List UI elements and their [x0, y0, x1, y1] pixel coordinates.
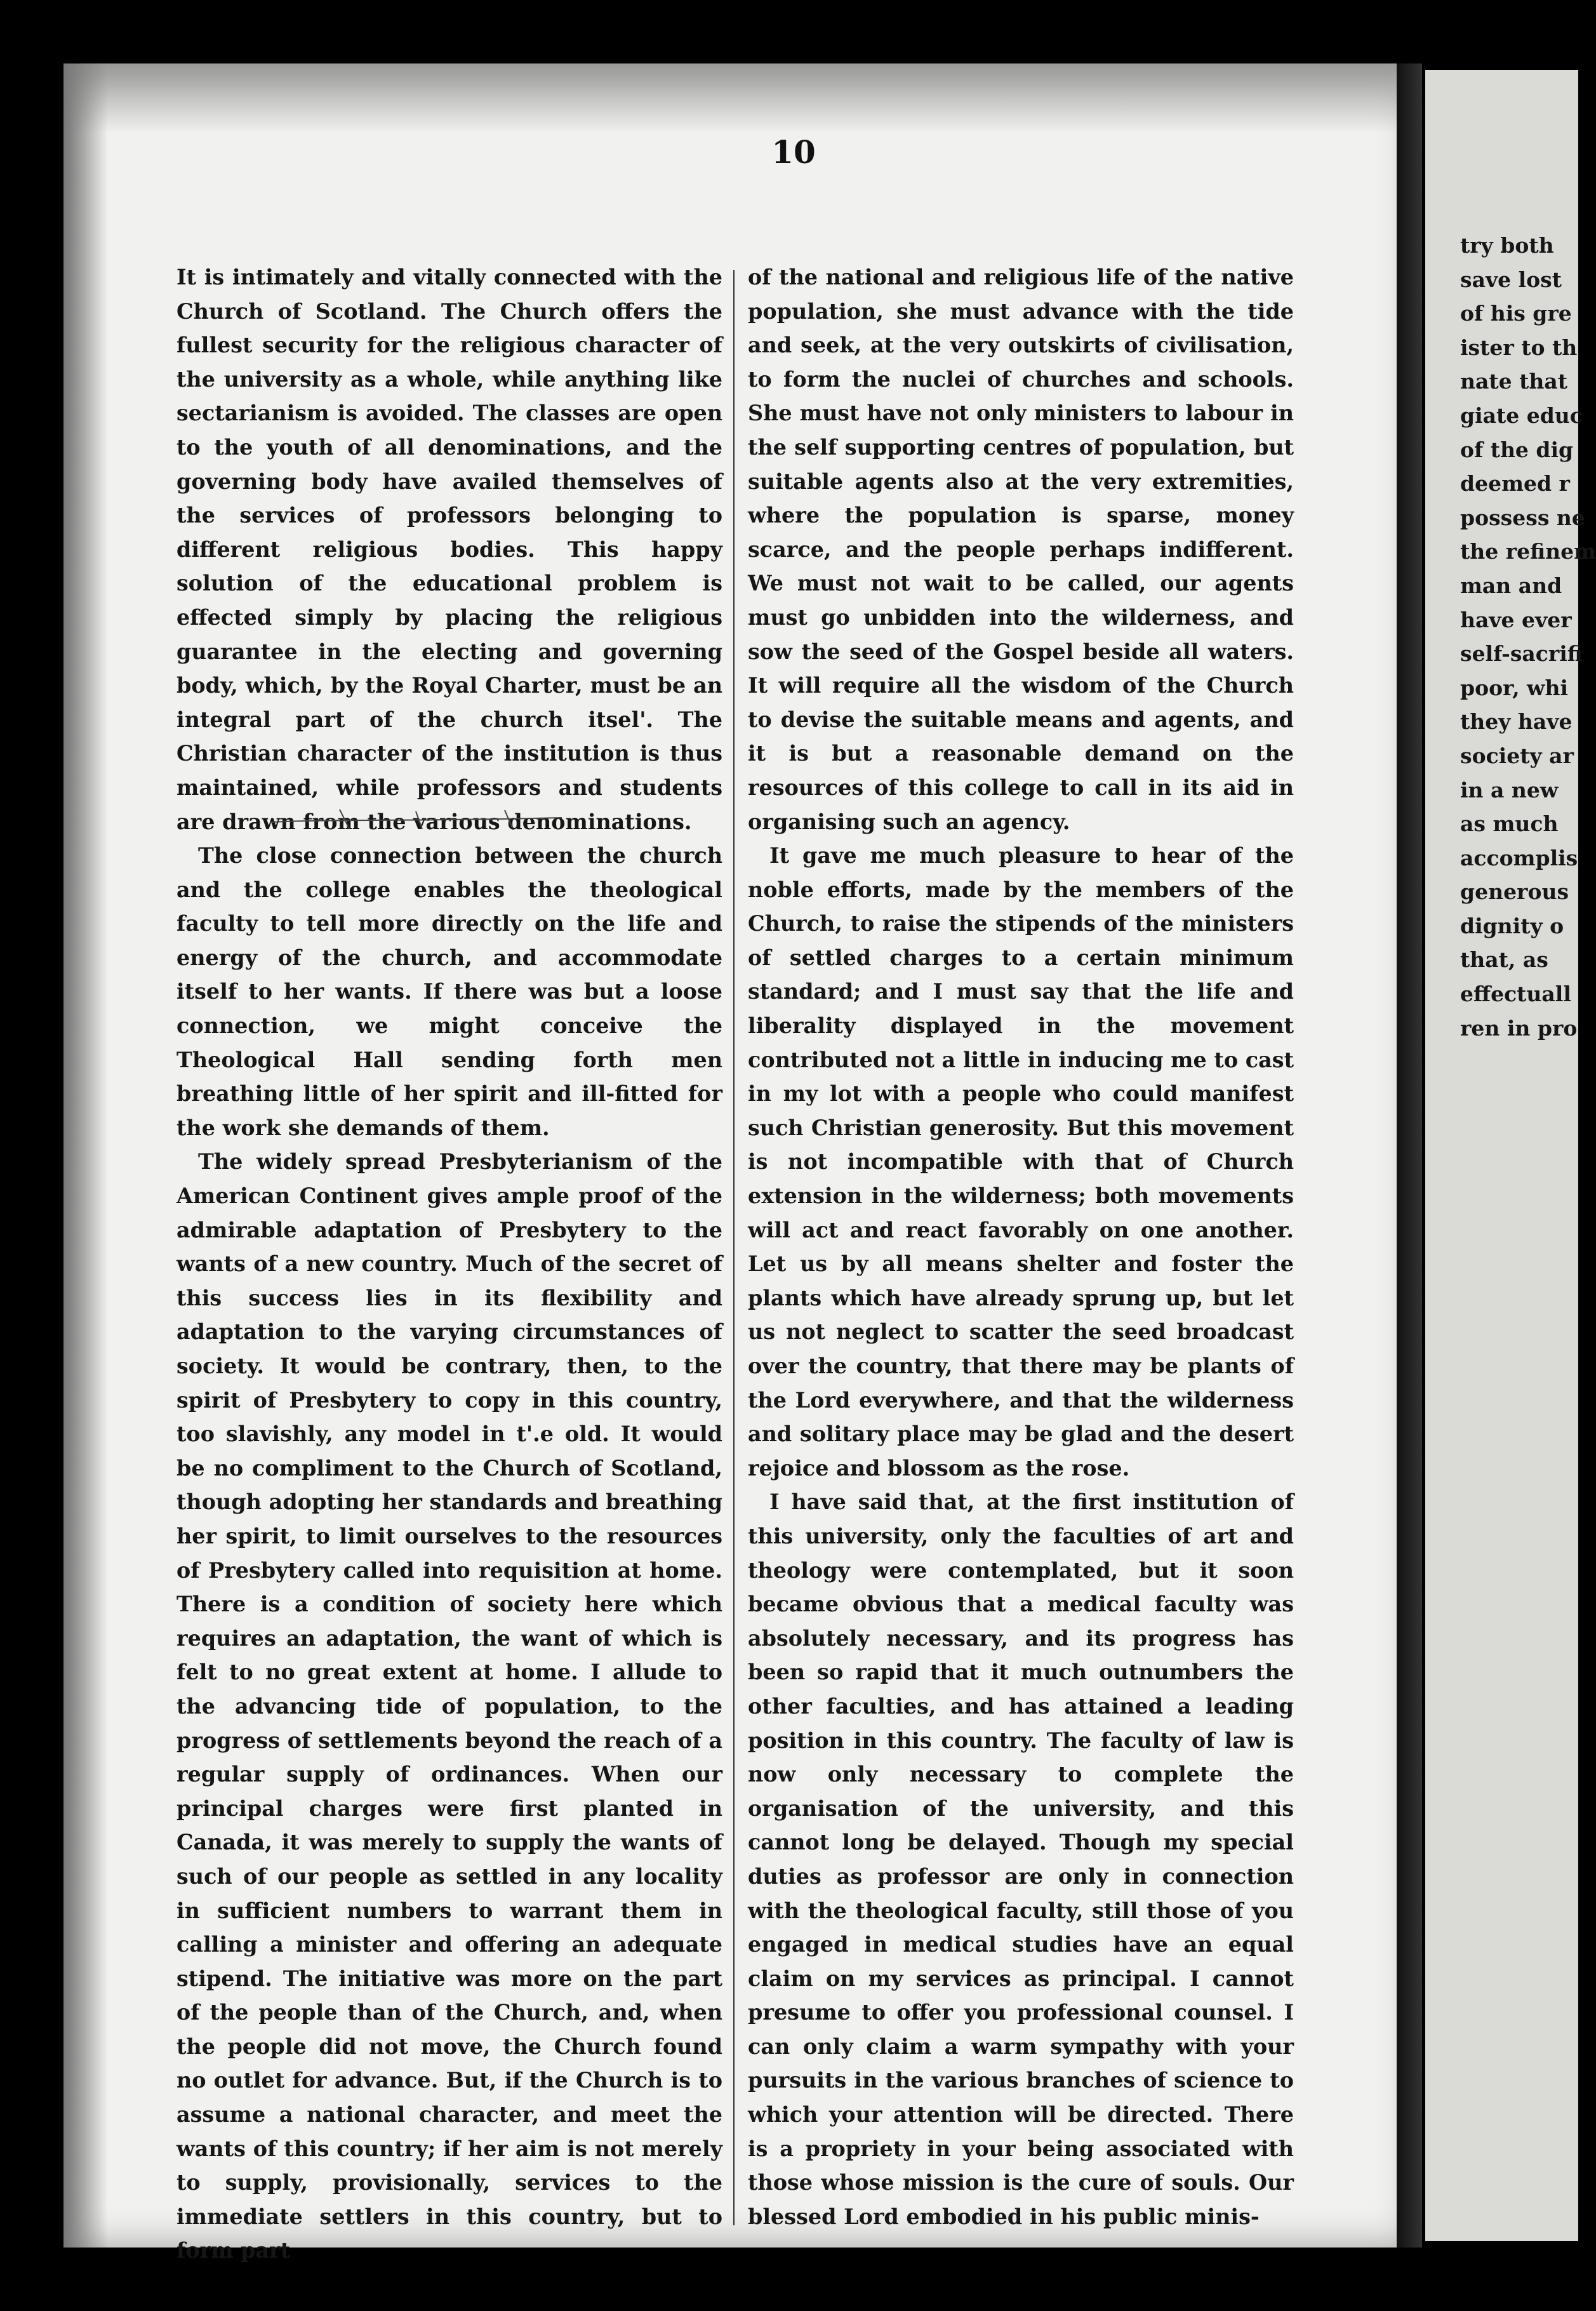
left-text-column	[176, 260, 722, 2263]
adjacent-line: try both	[1460, 233, 1554, 258]
paragraph: I have said that, at the first institution of this university, only the faculties of art and theology were contemplated, but it soon became obvious that a medical faculty was absolutely necessary, and its progress has been so rapid that it much outnumbers the other faculties, and has attained a leading position in this country. The faculty of law is now only necessary to complete the organisation of the university, and this cannot long be delayed. Though my special duties as professor are only in connection with the theological faculty, still those of you engaged in medical studies have an equal claim on my services as principal. I cannot presume to offer you professional counsel. I can only claim a warm sympathy with your pursuits in the various branches of science to which your attention will be directed. There is a propriety in your being associated with those whose mission is the cure of souls. Our blessed Lord embodied in his public minis-	[748, 1489, 1294, 2229]
right-text-column	[748, 260, 1294, 2229]
adjacent-line: society ar	[1460, 743, 1574, 768]
adjacent-line: nate that	[1460, 369, 1567, 394]
adjacent-line: giate educ	[1460, 403, 1583, 428]
adjacent-line: deemed r	[1460, 471, 1570, 496]
adjacent-line: save lost	[1460, 267, 1562, 292]
page-gutter	[1397, 63, 1422, 2248]
adjacent-line: poor, whi	[1460, 675, 1568, 700]
adjacent-line: dignity o	[1460, 913, 1564, 938]
page-number: 10	[771, 133, 816, 171]
adjacent-line: effectuall	[1460, 982, 1571, 1007]
adjacent-line: man and	[1460, 573, 1562, 598]
adjacent-line: of the dig	[1460, 437, 1574, 462]
adjacent-line: that, as	[1460, 947, 1548, 973]
column-divider	[733, 270, 735, 2225]
handwritten-pencil-marks	[263, 806, 568, 832]
page-top-shadow	[63, 63, 1416, 133]
adjacent-line: possess ne	[1460, 505, 1585, 530]
adjacent-line: ren in pro	[1460, 1015, 1578, 1041]
adjacent-line: in a new	[1460, 777, 1559, 803]
paragraph: It is intimately and vitally connected with the Church of Scotland. The Church offers the fullest security for the religious character of the university as a whole, while anything like sectarianism is avoided. The classes are open to the youth of all denominations, and the governing body have availed themselves of the services of professors belonging to different religious bodies. This happy solution of the educational problem is effected simply by placing the religious guarantee in the electing and governing body, which, by the Royal Charter, must be an integral part of the church itsel'. The Christian character of the institution is thus maintained, while professors and students are drawn from the various denominations.	[176, 265, 722, 834]
adjacent-page-text	[1460, 229, 1596, 1045]
adjacent-line: self-sacrifi	[1460, 641, 1583, 667]
paragraph: The widely spread Presbyterianism of the American Continent gives ample proof of the admirable adaptation of Presbytery to the wants of a new country. Much of the secret of this success lies in its flexibility and adaptation to the varying circumstances of society. It would be contrary, then, to the spirit of Presbytery to copy in this country, too slavishly, any model in t'.e old. It would be no compliment to the Church of Scotland, though adopting her standards and breathing her spirit, to limit ourselves to the resources of Presbytery called into requisition at home. There is a condition of society here which requires an adaptation, the want of which is felt to no great extent at home. I allude to the advancing tide of population, to the progress of settlements beyond the reach of a regular supply of ordinances. When our principal charges were first planted in Canada, it was merely to supply the wants of such of our people as settled in any locality in sufficient numbers to warrant them in calling a minister and offering an adequate stipend. The initiative was more on the part of the people than of the Church, and, when the people did not move, the Church found no outlet for advance. But, if the Church is to assume a national character, and meet the wants of this country; if her aim is not merely to supply, provisionally, services to the immediate settlers in this country, but to form part	[176, 1149, 722, 2263]
adjacent-line: ister to th	[1460, 335, 1578, 360]
adjacent-line: generous	[1460, 879, 1569, 905]
adjacent-line: accomplis	[1460, 845, 1578, 870]
paragraph: of the national and religious life of the native population, she must advance with the tide and seek, at the very outskirts of civilisation, to form the nuclei of churches and schools. She must have not only ministers to labour in the self supporting centres of population, but suitable agents also at the very extremities, where the population is sparse, money scarce, and the people perhaps indifferent. We must not wait to be called, our agents must go unbidden into the wilderness, and sow the seed of the Gospel beside all waters. It will require all the wisdom of the Church to devise the suitable means and agents, and it is but a reasonable demand on the resources of this college to call in its aid in organising such an agency.	[748, 265, 1294, 834]
adjacent-line: of his gre	[1460, 301, 1572, 326]
adjacent-line: they have	[1460, 709, 1573, 735]
adjacent-line: have ever	[1460, 607, 1572, 632]
page-left-shadow	[63, 63, 108, 2248]
paragraph: It gave me much pleasure to hear of the noble efforts, made by the members of the Church, to raise the stipends of the ministers of settled charges to a certain minimum standard; and I must say that the life and liberality displayed in the movement contributed not a little in inducing me to cast in my lot with a people who could manifest such Christian generosity. But this movement is not incompatible with that of Church extension in the wilderness; both movements will act and react favorably on one another. Let us by all means shelter and foster the plants which have already sprung up, but let us not neglect to scatter the seed broadcast over the country, that there may be plants of the Lord everywhere, and that the wilderness and solitary place may be glad and the desert rejoice and blossom as the rose.	[748, 843, 1294, 1481]
adjacent-line: as much	[1460, 811, 1559, 837]
paragraph: The close connection between the church and the college enables the theological faculty to tell more directly on the life and energy of the church, and accommodate itself to her wants. If there was but a loose connection, we might conceive the Theological Hall sending forth men breathing little of her spirit and ill-fitted for the work she demands of them.	[176, 843, 722, 1140]
adjacent-line: the refinem	[1460, 539, 1596, 564]
